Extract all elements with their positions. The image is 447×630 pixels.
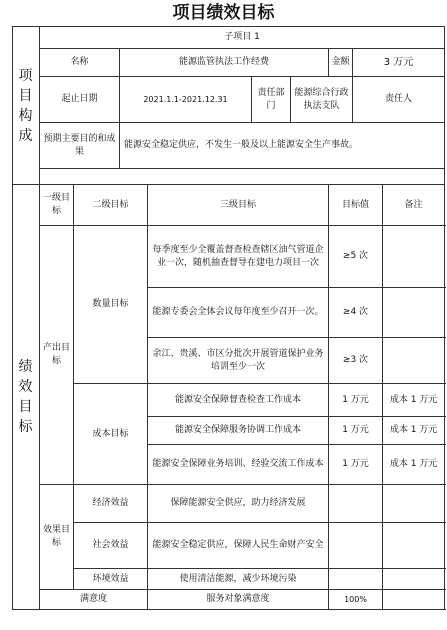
quantity-value-2: ≥4 次 <box>329 288 383 338</box>
header-level1: 一级目标 <box>40 185 74 226</box>
cost-value-2: 1 万元 <box>329 417 383 445</box>
performance-table <box>12 26 445 610</box>
quantity-note-3 <box>383 338 445 384</box>
cost-note-3: 成本 1 万元 <box>383 445 445 485</box>
effect-sub-2: 社会效益 <box>74 523 148 569</box>
satisfaction-target: 服务对象满意度 <box>148 590 329 610</box>
name-value: 能源监管执法工作经费 <box>120 49 329 77</box>
performance-section-label: 绩效目标 <box>13 185 40 610</box>
person-label: 责任人 <box>353 77 445 123</box>
effect-label: 效果目标 <box>40 485 74 590</box>
cost-value-1: 1 万元 <box>329 384 383 417</box>
cost-value-3: 1 万元 <box>329 445 383 485</box>
quantity-target-3: 余江、贵溪、市区分批次开展管道保护业务培训至少一次 <box>148 338 329 384</box>
amount-label: 金额 <box>329 49 353 77</box>
quantity-value-1: ≥5 次 <box>329 226 383 288</box>
cost-note-1: 成本 1 万元 <box>383 384 445 417</box>
effect-target-2: 能源安全稳定供应，保障人民生命财产安全 <box>148 523 329 569</box>
effect-sub-1: 经济效益 <box>74 485 148 523</box>
header-value: 目标值 <box>329 185 383 226</box>
output-label: 产出目标 <box>40 226 74 485</box>
name-label: 名称 <box>40 49 120 77</box>
composition-section-label: 项目构成 <box>13 27 40 185</box>
satisfaction-label: 满意度 <box>40 590 148 610</box>
quantity-target-1: 每季度至少全覆盖督查检查辖区油气管道企业一次，随机抽查督导在建电力项目一次 <box>148 226 329 288</box>
effect-note-3 <box>383 569 445 590</box>
satisfaction-note <box>383 590 445 610</box>
effect-note-1 <box>383 485 445 523</box>
cost-label: 成本目标 <box>74 384 148 485</box>
expected-value: 能源安全稳定供应，不发生一般及以上能源安全生产事故。 <box>120 123 445 169</box>
header-note: 备注 <box>383 185 445 226</box>
effect-target-3: 使用清洁能源，减少环境污染 <box>148 569 329 590</box>
quantity-value-3: ≥3 次 <box>329 338 383 384</box>
effect-value-3 <box>329 569 383 590</box>
cost-target-2: 能源安全保障服务协调工作成本 <box>148 417 329 445</box>
effect-value-2 <box>329 523 383 569</box>
composition-spacer <box>40 169 445 185</box>
performance-table-wrapper <box>12 26 444 610</box>
quantity-note-2 <box>383 288 445 338</box>
period-label: 起止日期 <box>40 77 120 123</box>
expected-label: 预期主要目的和成果 <box>40 123 120 169</box>
dept-value: 能源综合行政执法支队 <box>291 77 353 123</box>
amount-value: 3 万元 <box>353 49 445 77</box>
page-title: 项目绩效目标 <box>172 3 275 23</box>
effect-sub-3: 环境效益 <box>74 569 148 590</box>
effect-target-1: 保障能源安全供应，助力经济发展 <box>148 485 329 523</box>
quantity-target-2: 能源专委会全体会议每年度至少召开一次。 <box>148 288 329 338</box>
cost-target-1: 能源安全保障督查检查工作成本 <box>148 384 329 417</box>
effect-value-1 <box>329 485 383 523</box>
quantity-note-1 <box>383 226 445 288</box>
subproject-label: 子项目 1 <box>40 27 445 49</box>
effect-note-2 <box>383 523 445 569</box>
cost-target-3: 能源安全保障业务培训、经验交流工作成本 <box>148 445 329 485</box>
quantity-label: 数量目标 <box>74 226 148 384</box>
header-level3: 三级目标 <box>148 185 329 226</box>
header-level2: 二级目标 <box>74 185 148 226</box>
satisfaction-value: 100% <box>329 590 383 610</box>
dept-label: 责任部门 <box>252 77 291 123</box>
cost-note-2: 成本 1 万元 <box>383 417 445 445</box>
period-value: 2021.1.1-2021.12.31 <box>120 77 252 123</box>
